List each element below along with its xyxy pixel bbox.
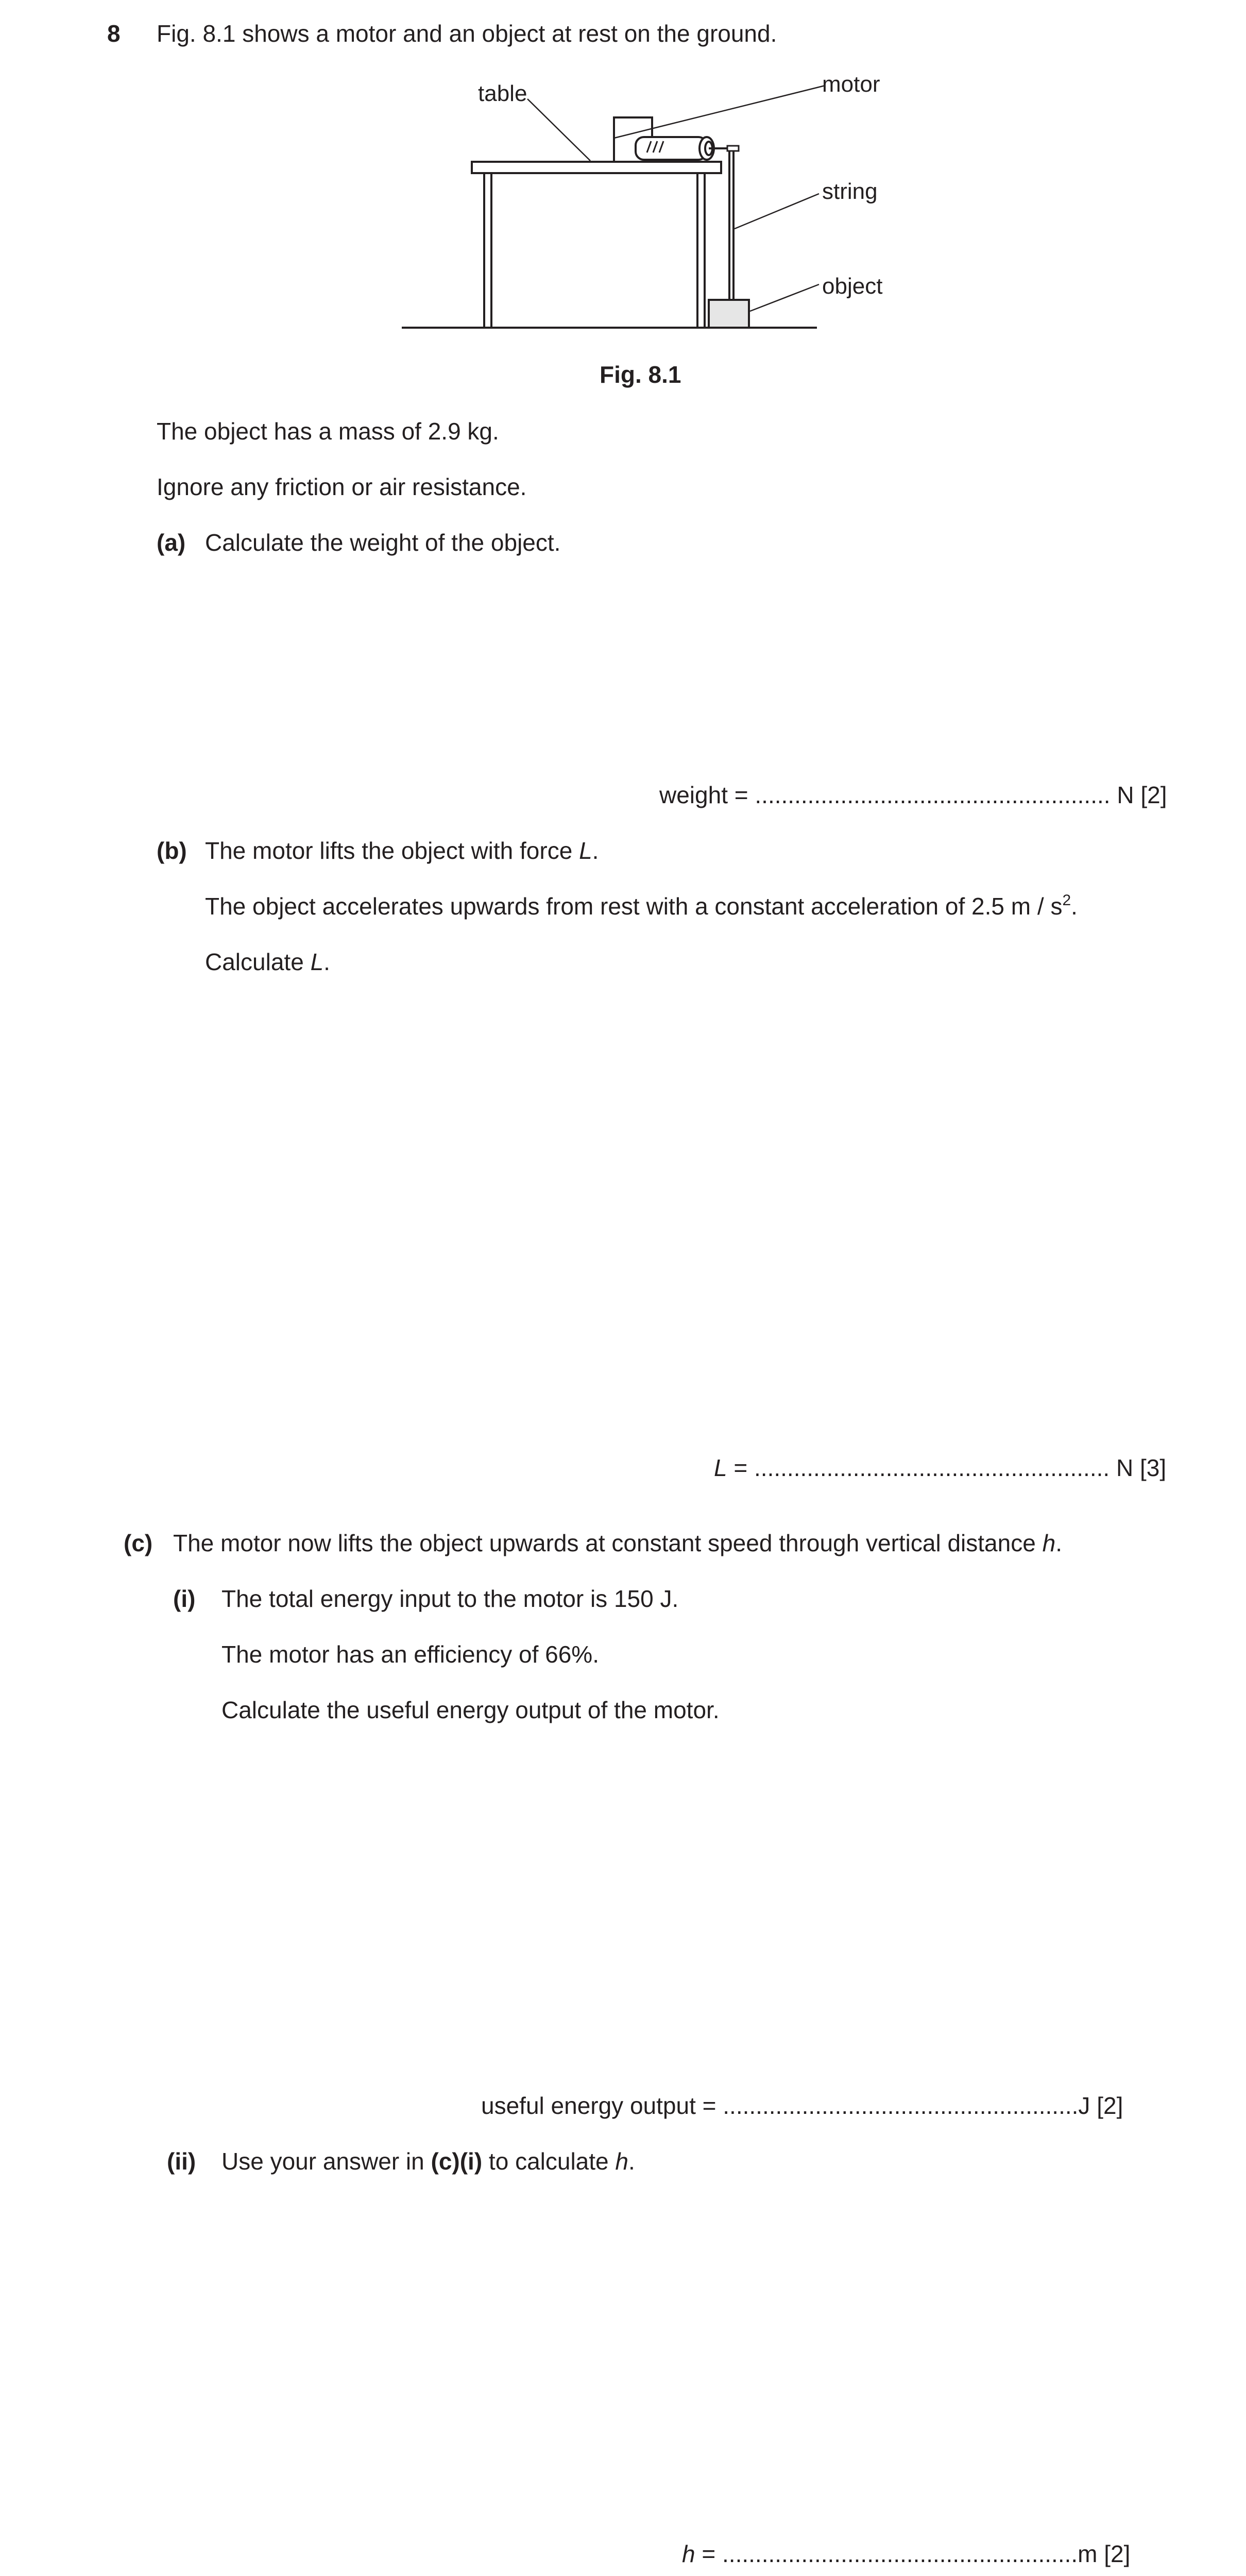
motor-leader (614, 86, 825, 138)
part-b-label: (b) (157, 837, 187, 864)
table-leader (527, 99, 590, 161)
part-a-answer-field[interactable]: ...................................................... (755, 782, 1111, 808)
part-c-i-answer-line (481, 2094, 1123, 2117)
part-b-answer-unit: N (1116, 1454, 1134, 1481)
mass-statement: The object has a mass of 2.9 kg. (157, 418, 499, 445)
ignore-statement: Ignore any friction or air resistance. (157, 473, 527, 500)
part-a-text: Calculate the weight of the object. (205, 529, 561, 556)
part-c-ii-label: (ii) (167, 2148, 196, 2175)
part-b-line3: Calculate L. (205, 948, 330, 975)
part-a-answer-prefix: weight = (659, 782, 748, 808)
question-number: 8 (107, 20, 121, 47)
part-b-line1: The motor lifts the object with force L. (205, 837, 599, 864)
part-b-answer-line: L = ...................................................... N [3] (714, 1454, 1167, 1481)
part-c-label: (c) (124, 1530, 153, 1556)
part-c-i-line1: The total energy input to the motor is 150 J. (221, 1585, 679, 1612)
part-c-text: The motor now lifts the object upwards at constant speed through vertical distance h. (173, 1530, 1062, 1556)
part-b-answer-var: L (714, 1454, 727, 1481)
part-c-ii-answer-unit: m (1078, 2540, 1098, 2567)
part-c-ii-answer-line: h = ......................................................m [2] (682, 2540, 1131, 2567)
part-a-marks: [2] (1140, 782, 1167, 808)
part-b-line2: The object accelerates upwards from rest with a constant acceleration of 2.5 m / $s^2$. (205, 892, 1078, 920)
part-c-i-answer-unit: J (1078, 2092, 1090, 2119)
table-top (472, 162, 721, 173)
part-c-i-answer-prefix: useful energy output = (481, 2092, 716, 2119)
part-b-marks: [3] (1139, 1454, 1167, 1481)
part-c-i-answer-field[interactable]: ...................................................... (723, 2092, 1079, 2119)
question-intro: Fig. 8.1 shows a motor and an object at rest on the ground. (157, 20, 777, 47)
table-leg-left (484, 173, 491, 328)
part-c-i-line3: Calculate the useful energy output of the motor. (221, 1697, 720, 1723)
part-c-ii-answer-var: h (682, 2540, 695, 2567)
part-c-i-label: (i) (173, 1585, 196, 1612)
table-leg-right (697, 173, 705, 328)
part-a-label: (a) (157, 529, 186, 556)
part-a-answer-line (659, 783, 1167, 807)
label-string: string (822, 179, 878, 204)
label-motor: motor (822, 72, 880, 97)
part-c-i-line2: The motor has an efficiency of 66%. (221, 1641, 599, 1668)
motor-body (636, 137, 707, 160)
object-leader (750, 284, 819, 311)
figure-8-1 (391, 62, 896, 340)
part-c-ii-answer-field[interactable]: ...................................................... (722, 2540, 1078, 2567)
part-c-i-marks: [2] (1097, 2092, 1123, 2119)
string-leader (735, 194, 819, 229)
part-a-answer-unit: N (1117, 782, 1134, 808)
figure-caption: Fig. 8.1 (600, 361, 681, 388)
label-object: object (822, 274, 883, 299)
part-c-ii-marks: [2] (1104, 2540, 1131, 2567)
part-b-answer-field[interactable]: ...................................................... (754, 1454, 1110, 1481)
label-table: table (478, 81, 527, 106)
part-c-ii-text: Use your answer in (c)(i) to calculate h. (221, 2148, 635, 2175)
object-block (709, 300, 749, 328)
